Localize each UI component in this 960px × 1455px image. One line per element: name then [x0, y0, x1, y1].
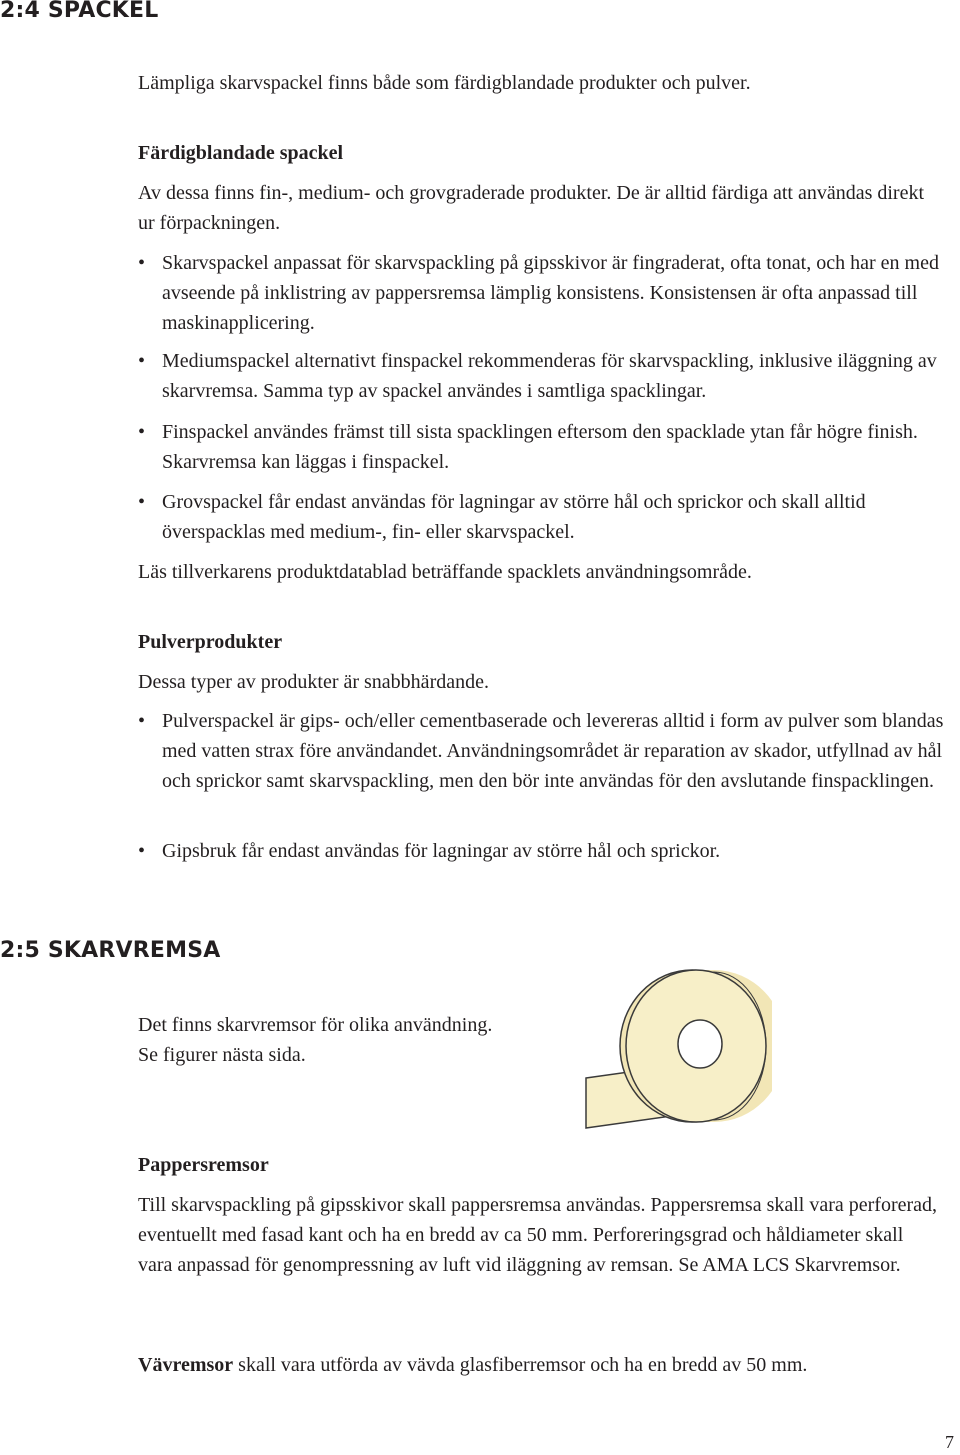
- bullet-dot: •: [138, 491, 146, 513]
- section-heading-spackel: 2:4 SPACKEL: [0, 0, 159, 23]
- spackel-intro: Lämpliga skarvspackel finns både som färdigblandade produkter och pulver.: [138, 72, 751, 94]
- bullet-dot: •: [138, 252, 146, 274]
- bullet-text: Grovspackel får endast användas för lagningar av större hål och sprickor och skall alltid överspacklas med medium-, fin- eller skarvspackel.: [162, 491, 866, 543]
- bullet-text: Pulverspackel är gips- och/eller cementbaserade och levereras alltid i form av pulver som blandas med vatten strax före användandet. Användningsområdet är reparation av skador, utfyllnad av hål och sprickor samt skarvspackling, men den bör inte användas för den avslutande finspacklingen.: [162, 710, 944, 792]
- premixed-bullet-3: [138, 417, 958, 477]
- powder-bullet-1: [138, 706, 950, 796]
- bullet-dot: •: [138, 350, 146, 372]
- woven-tape-text: skall vara utförda av vävda glasfiberremsor och ha en bredd av 50 mm.: [233, 1354, 808, 1376]
- bullet-dot: •: [138, 710, 146, 732]
- woven-tape-term: Vävremsor: [138, 1354, 234, 1376]
- premixed-bullet-1: [138, 248, 958, 338]
- bullet-text: Gipsbruk får endast användas för lagningar av större hål och sprickor.: [162, 840, 721, 862]
- bullet-text: Finspackel användes främst till sista spacklingen eftersom den spacklade ytan får högre finish. Skarvremsa kan läggas i finspackel.: [162, 421, 918, 473]
- skarvremsa-intro-line-2: Se figurer nästa sida.: [138, 1044, 306, 1066]
- powder-title: Pulverprodukter: [138, 631, 283, 653]
- tape-roll-core: [678, 1020, 722, 1068]
- bullet-dot: •: [138, 421, 146, 443]
- tape-roll-illustration: [582, 962, 772, 1130]
- premixed-note: Läs tillverkarens produktdatablad beträffande spacklets användningsområde.: [138, 561, 752, 583]
- paper-tape-body: Till skarvspackling på gipsskivor skall pappersremsa användas. Pappersremsa skall vara perforerad, eventuellt med fasad kant och ha en bredd av ca 50 mm. Perforeringsgrad och håldiameter skall vara anpassad för genompressning av luft vid iläggning av remsan. Se AMA LCS Skarvremsor.: [138, 1194, 938, 1276]
- paper-tape-title: Pappersremsor: [138, 1154, 269, 1176]
- bullet-text: Skarvspackel anpassat för skarvspackling på gipsskivor är fingraderat, ofta tonat, och har en med avseende på inklistring av pappersremsa lämplig konsistens. Konsistensen är ofta anpassad till maskinapplicering.: [162, 252, 939, 334]
- premixed-body: Av dessa finns fin-, medium- och grovgraderade produkter. De är alltid färdiga att användas direkt ur förpackningen.: [138, 182, 925, 234]
- bullet-text: Mediumspackel alternativt finspackel rekommenderas för skarvspackling, inklusive iläggning av skarvremsa. Samma typ av spackel användes i samtliga spacklingar.: [162, 350, 937, 402]
- section-heading-skarvremsa: 2:5 SKARVREMSA: [0, 938, 221, 963]
- powder-bullet-2: [138, 836, 958, 866]
- premixed-title: Färdigblandade spackel: [138, 142, 344, 164]
- page-number: 7: [945, 1432, 954, 1452]
- skarvremsa-intro-line-1: Det finns skarvremsor för olika användning.: [138, 1014, 493, 1036]
- bullet-dot: •: [138, 840, 146, 862]
- powder-body: Dessa typer av produkter är snabbhärdande.: [138, 671, 489, 693]
- premixed-bullet-4: [138, 487, 958, 547]
- premixed-bullet-2: [138, 346, 958, 406]
- woven-tape-paragraph: [138, 1350, 958, 1380]
